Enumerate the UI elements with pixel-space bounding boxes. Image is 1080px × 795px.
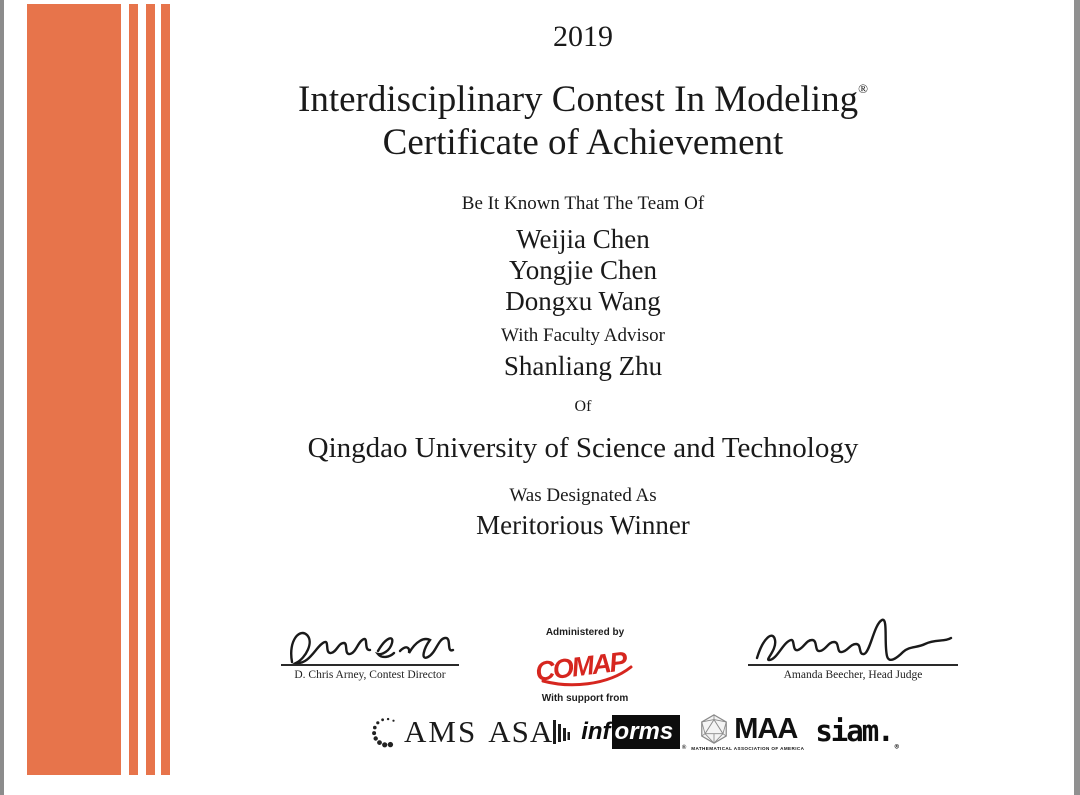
administered-by-label: Administered by — [545, 627, 625, 638]
maa-logo-caption: MATHEMATICAL ASSOCIATION OF AMERICA — [691, 746, 805, 751]
informs-registered-mark: ® — [681, 745, 687, 751]
sponsor-logo-row — [372, 704, 899, 760]
advisor-name: Shanliang Zhu — [503, 351, 663, 381]
informs-logo-text-black: inf — [581, 718, 611, 745]
designation-text: Meritorious Winner — [476, 510, 690, 540]
ams-dotted-arc-icon — [372, 715, 402, 749]
ams-logo — [372, 714, 477, 750]
signature-line — [281, 664, 459, 666]
certificate-subtitle: Certificate of Achievement — [382, 122, 784, 163]
of-label: Of — [574, 398, 592, 415]
certificate-title-text: Interdisciplinary Contest In Modeling — [298, 79, 859, 120]
head-judge-signature-block — [748, 612, 958, 682]
administered-by-block — [510, 627, 660, 705]
signature-line — [748, 664, 958, 666]
siam-logo — [815, 714, 899, 751]
left-window-edge — [0, 0, 4, 795]
contest-director-signature-icon — [284, 624, 456, 668]
team-member-name: Dongxu Wang — [505, 286, 661, 316]
certificate-year: 2019 — [553, 20, 613, 53]
informs-logo-text-white: orms — [612, 715, 681, 749]
informs-logo — [581, 715, 687, 751]
maa-icosahedron-icon — [698, 713, 730, 745]
siam-logo-text: siam. — [815, 713, 893, 748]
team-intro-text: Be It Known That The Team Of — [461, 193, 705, 214]
head-judge-signature-icon — [751, 612, 955, 668]
contest-director-signature-block — [281, 624, 459, 682]
asa-logo — [488, 714, 570, 750]
institution-name: Qingdao University of Science and Technology — [307, 432, 859, 464]
certificate-title — [86, 68, 1080, 121]
team-member-name: Weijia Chen — [516, 224, 650, 254]
ams-logo-text: AMS — [404, 714, 478, 749]
maa-logo-top — [698, 713, 797, 745]
asa-logo-text: ASA — [488, 714, 554, 749]
designation-intro-text: Was Designated As — [509, 485, 657, 506]
maa-logo-text: MAA — [734, 712, 798, 745]
siam-registered-mark: ® — [894, 742, 899, 751]
maa-logo — [691, 713, 804, 751]
comap-logo-icon — [529, 641, 641, 689]
contest-director-caption: D. Chris Arney, Contest Director — [294, 669, 446, 681]
team-member-name: Yongjie Chen — [508, 255, 658, 285]
asa-bars-icon — [553, 715, 570, 749]
registered-trademark-mark: ® — [858, 81, 868, 96]
advisor-intro-text: With Faculty Advisor — [501, 325, 665, 346]
head-judge-caption: Amanda Beecher, Head Judge — [783, 669, 923, 681]
comap-logo-text: COMAP — [533, 646, 628, 687]
support-from-label: With support from — [541, 693, 629, 704]
